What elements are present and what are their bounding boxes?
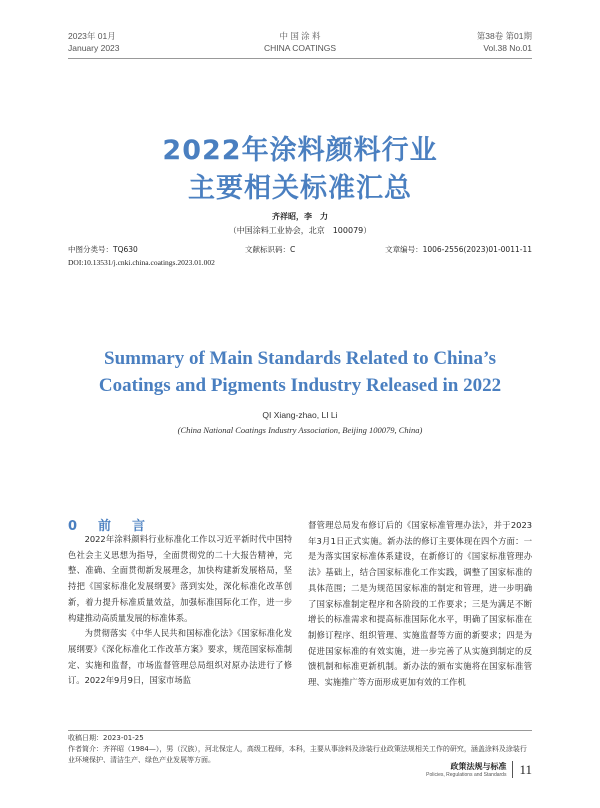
left-column: [68, 532, 292, 689]
received-date: 收稿日期：2023-01-25: [68, 734, 144, 742]
article-number: 文章编号：1006-2556(2023)01-0011-11: [385, 245, 532, 254]
authors-en: QI Xiang-zhao, LI Li: [262, 410, 338, 420]
header-date: [68, 30, 120, 54]
author-bio: 作者简介：齐祥昭（1984—），男（汉族），河北保定人，高级工程师，本科，主要从事涂料及涂装行业政策法规相关工作的研究，涵盖涂料及涂装行业环境保护、清洁生产、绿色产业发展等方面。: [68, 745, 527, 764]
affiliation-zh: （中国涂料工业协会，北京 100079）: [228, 226, 372, 235]
header-date-en: January 2023: [68, 43, 120, 53]
right-paragraph-1: 督管理总局发布修订后的《国家标准管理办法》，并于2023年3月1日正式实施。新办法的修订主要体现在四个方面：一是为落实国家标准体系建设，在新修订的《国家标准管理办法》基础上，结合国家标准化工作实践，调整了国家标准的具体范围；二是为规范国家标准的制定和管理，进一步明确了国家标准制定程序和各阶段的工作要求；三是为满足不断增长的标准需求和提高标准国际化水平，明确了国家标准在制修订程序、组织管理、实施监督等方面的新要求；四是为促进国家标准的有效实施，进一步完善了从实施到制定的反馈机制和标准更新机制。新办法的颁布实施将在国家标准管理、实施推广等方面形成更加有效的工作机: [308, 520, 532, 688]
right-column: [308, 518, 532, 691]
doi: DOI:10.13531/j.cnki.china.coatings.2023.01.002: [68, 258, 215, 267]
header-volume-cn: 第38卷 第01期: [476, 31, 532, 41]
header-divider: [68, 58, 532, 59]
header-volume: [477, 30, 532, 54]
header-date-cn: 2023年 01月: [68, 31, 116, 41]
clc-number: 中图分类号：TQ630: [68, 245, 138, 254]
footer-column-label: [426, 761, 513, 778]
affiliation-en: (China National Coatings Industry Association, Beijing 100079, China): [177, 425, 423, 435]
header-journal-cn: 中 国 涂 料: [279, 31, 321, 41]
title-en-line1: Summary of Main Standards Related to China’s: [104, 348, 496, 369]
title-zh-line2: 主要相关标准汇总: [188, 173, 412, 204]
page-number: 11: [519, 762, 532, 777]
title-en-line2: Coatings and Pigments Industry Released in 2022: [98, 375, 502, 396]
document-code: 文献标识码：C: [245, 245, 296, 254]
footer-column-cn: 政策法规与标准: [450, 762, 507, 771]
authors-zh: 齐祥昭，李 力: [272, 212, 328, 221]
left-paragraph-1: 2022年涂料颜料行业标准化工作以习近平新时代中国特色社会主义思想为指导，全面贯彻党的二十大报告精神，完整、准确、全面贯彻新发展理念，加快构建新发展格局，坚持把《国家标准化发展纲要》落到实处，深化标准化改革创新，着力提升标准质量效益，加强标准国际化工作，进一步构建推动高质量发展的标准体系。: [68, 534, 292, 623]
header-journal-en: CHINA COATINGS: [263, 43, 337, 53]
footer-column-en: Policies, Regulations and Standards: [426, 772, 507, 778]
left-paragraph-2: 为贯彻落实《中华人民共和国标准化法》《国家标准化发展纲要》《深化标准化工作改革方案》要求，规范国家标准制定、实施和监督，市场监督管理总局组织对原办法进行了修订。2022年9月9日，国家市场监: [68, 628, 292, 686]
footnote-divider: [68, 730, 532, 731]
title-zh-line1: 2022年涂料颜料行业: [162, 135, 438, 166]
header-volume-en: Vol.38 No.01: [483, 43, 532, 53]
page-footer: [426, 761, 532, 778]
section-heading: 0 前 言: [68, 519, 150, 534]
header-journal: [200, 30, 400, 54]
